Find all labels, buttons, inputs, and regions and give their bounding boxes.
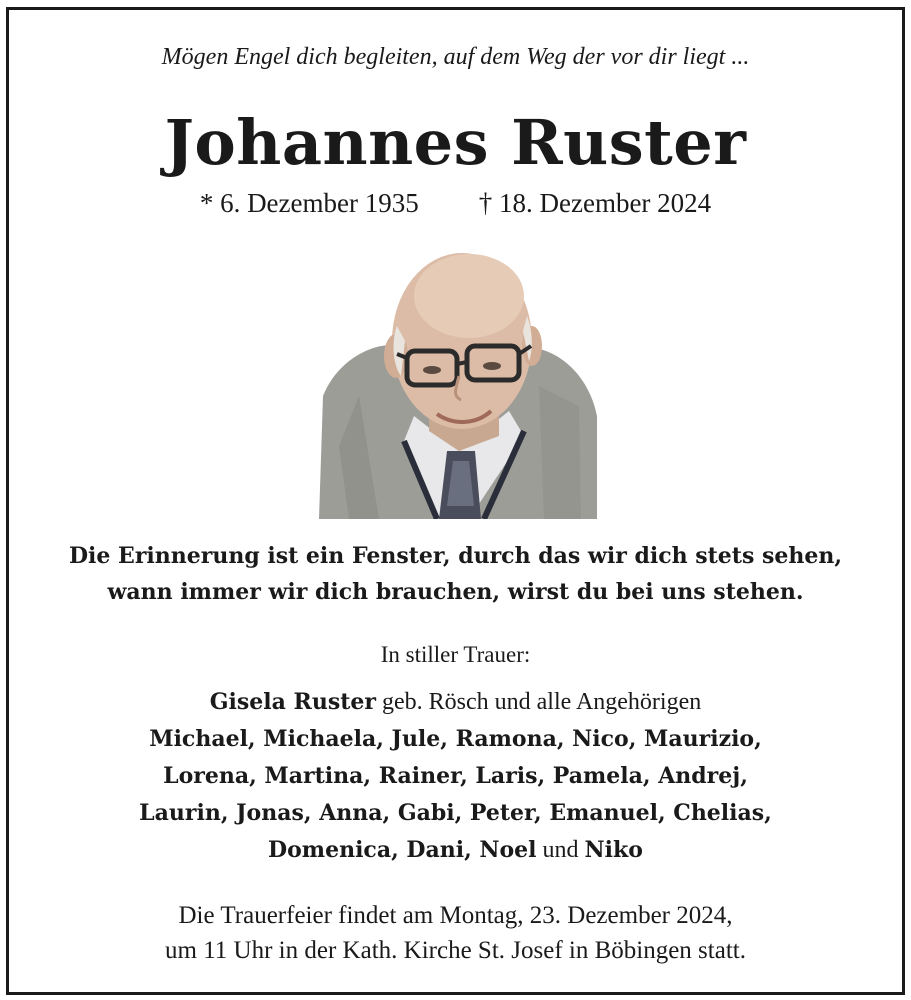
family-line-4 — [9, 832, 902, 869]
motto: Mögen Engel dich begleiten, auf dem Weg der vor dir liegt ... — [161, 44, 750, 70]
family-line-2: Lorena, Martina, Rainer, Laris, Pamela, Andrej, — [163, 763, 748, 789]
quote-line-2: wann immer wir dich brauchen, wirst du bei uns stehen. — [107, 579, 804, 605]
memorial-quote — [9, 538, 902, 610]
funeral-line-1: Die Trauerfeier findet am Montag, 23. Dezember 2024, — [178, 902, 733, 929]
obituary-frame — [6, 7, 905, 995]
deceased-name: Johannes Ruster — [164, 106, 747, 179]
family-line-1: Michael, Michaela, Jule, Ramona, Nico, Maurizio, — [149, 726, 762, 752]
mourners-list — [9, 684, 902, 869]
spouse-line — [9, 684, 902, 721]
quote-line-1: Die Erinnerung ist ein Fenster, durch das wir dich stets sehen, — [68, 543, 843, 569]
funeral-line-2: um 11 Uhr in der Kath. Kirche St. Josef in Böbingen statt. — [165, 937, 746, 964]
life-dates — [9, 188, 902, 219]
family-line-3: Laurin, Jonas, Anna, Gabi, Peter, Emanuel, Chelias, — [139, 800, 772, 826]
family-line-4-names: Domenica, Dani, Noel — [268, 837, 537, 863]
family-line-4-und: und — [536, 837, 585, 863]
funeral-info — [9, 898, 902, 968]
birth-date: * 6. Dezember 1935 — [199, 188, 419, 218]
spouse-rest: geb. Rösch und alle Angehörigen — [375, 689, 702, 715]
death-date: † 18. Dezember 2024 — [478, 188, 712, 218]
portrait-photo — [319, 246, 597, 519]
family-line-4-last: Niko — [584, 837, 643, 863]
spouse-name: Gisela Ruster — [209, 689, 376, 715]
mourning-label: In stiller Trauer: — [380, 642, 531, 667]
